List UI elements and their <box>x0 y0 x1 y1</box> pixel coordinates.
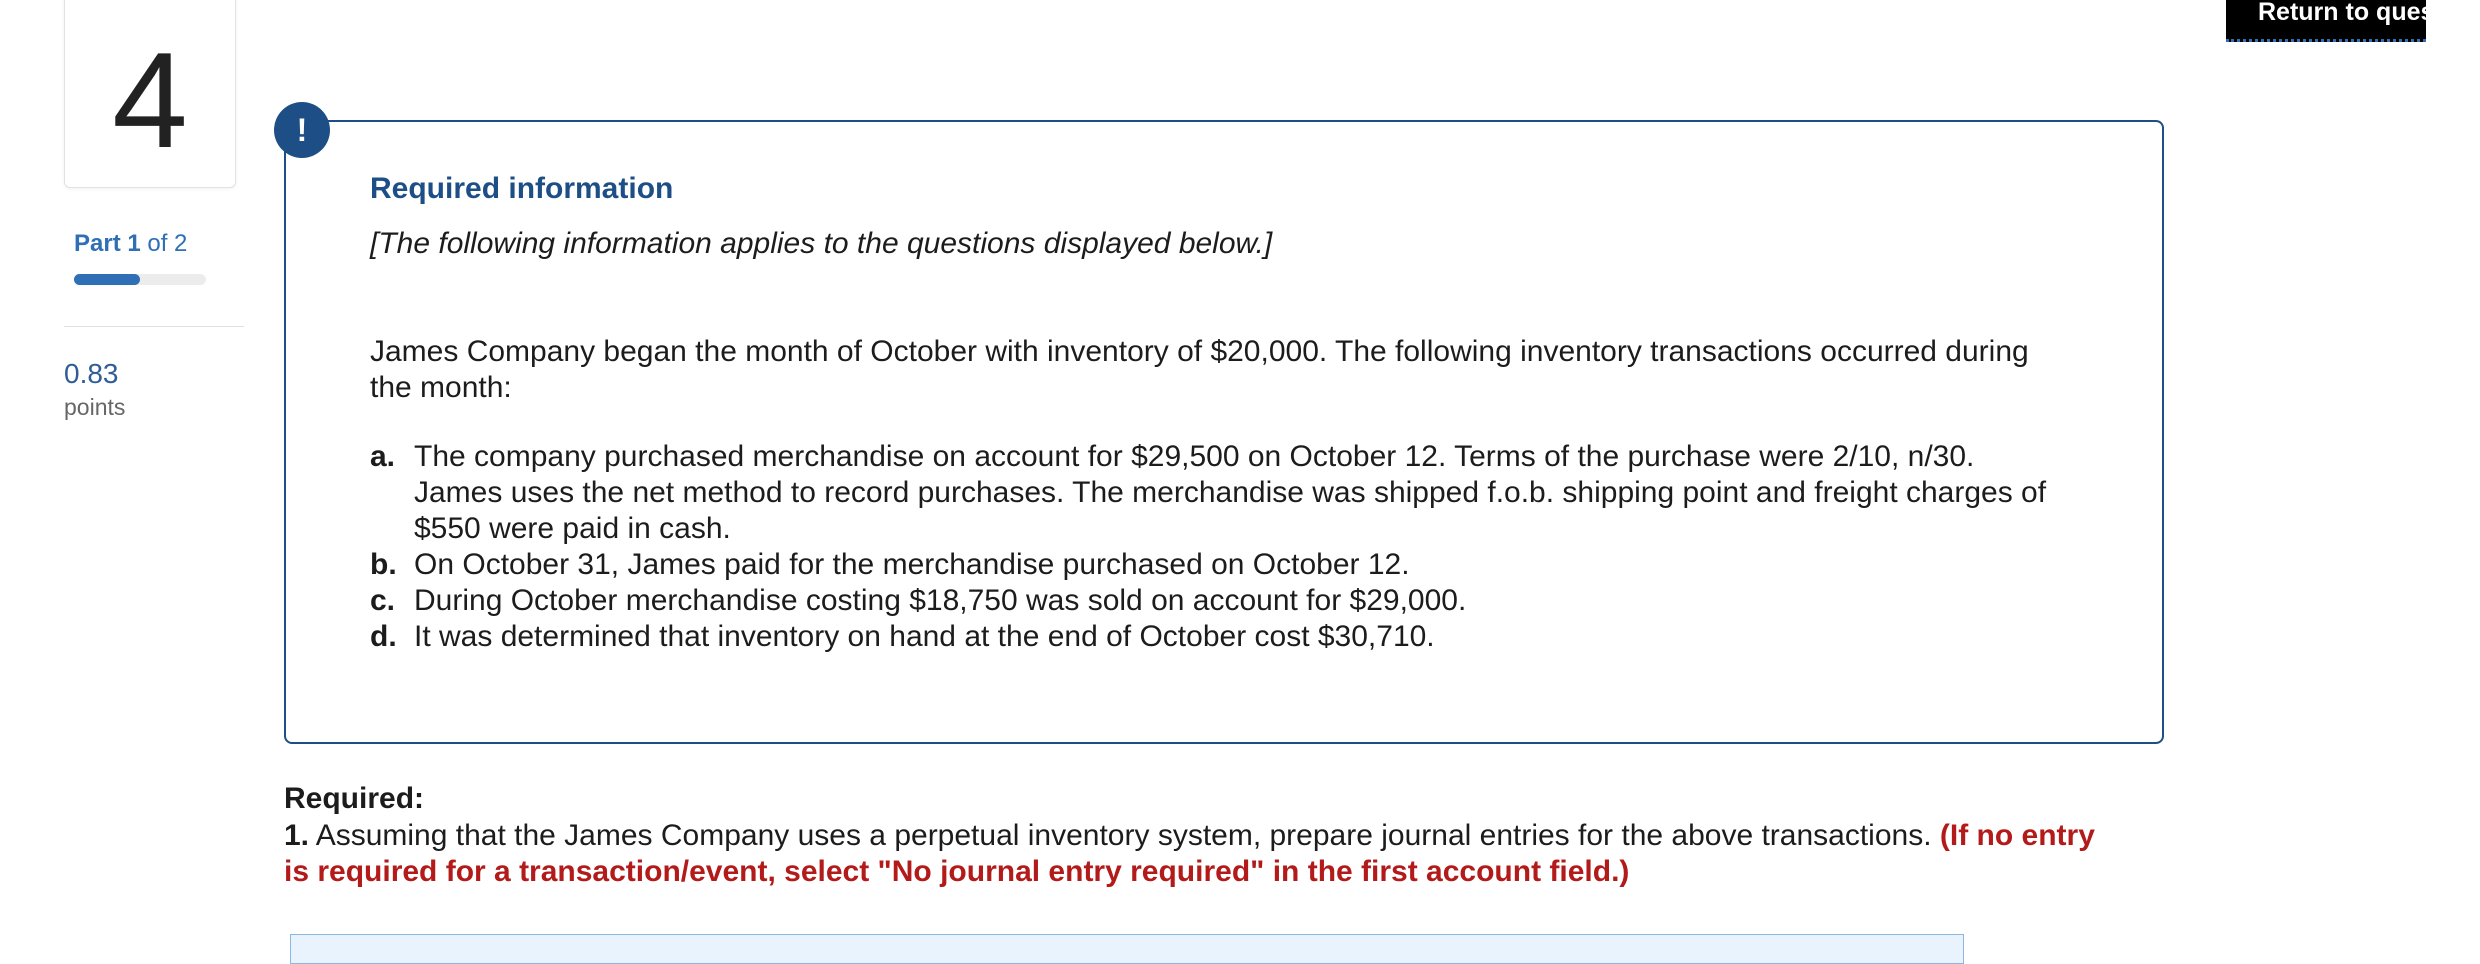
part-total: of 2 <box>140 230 188 257</box>
alert-icon: ! <box>274 102 330 158</box>
part-progress-bar <box>74 274 206 285</box>
list-item <box>370 619 2070 655</box>
list-item-text: It was determined that inventory on hand at the end of October cost $30,710. <box>414 620 1435 653</box>
list-item-text: The company purchased merchandise on account for $29,500 on October 12. Terms of the purchase were 2/10, n/30. James uses the net method to record purchases. The merchandise was shipped f.o.b. shipping point and freight charges of $550 were paid in cash. <box>414 440 2047 545</box>
problem-intro: James Company began the month of October with inventory of $20,000. The following inventory transactions occurred during the month: <box>370 335 2029 404</box>
list-item-letter: d. <box>370 620 397 653</box>
list-item-text: During October merchandise costing $18,750 was sold on account for $29,000. <box>414 584 1467 617</box>
transaction-list <box>370 439 2070 655</box>
list-item <box>370 547 2070 583</box>
journal-entry-panel <box>290 934 1964 964</box>
points-value: 0.83 <box>64 358 119 389</box>
part-indicator <box>74 230 187 258</box>
list-item-letter: b. <box>370 548 397 581</box>
required-information-title: Required information <box>370 172 674 205</box>
return-to-question-button[interactable]: Return to question <box>2226 0 2426 42</box>
required-heading: Required: <box>284 782 425 815</box>
required-information-subtitle: [The following information applies to the questions displayed below.] <box>370 227 1273 260</box>
list-item-text: On October 31, James paid for the merchandise purchased on October 12. <box>414 548 1410 581</box>
list-item <box>370 583 2070 619</box>
points-label: points <box>64 394 126 420</box>
part-current: Part 1 <box>74 230 141 257</box>
required-instruction <box>284 818 2124 890</box>
list-item-letter: a. <box>370 440 396 473</box>
list-item-letter: c. <box>370 584 396 617</box>
required-text: Assuming that the James Company uses a perpetual inventory system, prepare journal entries for the above transactions. <box>309 819 1940 852</box>
question-number: 4 <box>112 24 188 176</box>
question-number-card <box>64 0 236 188</box>
required-number: 1. <box>284 819 310 852</box>
sidebar-divider <box>64 326 244 327</box>
list-item <box>370 439 2070 547</box>
required-note: (If no entry is required for a transaction/event, select "No journal entry required" in the first account field.) <box>284 819 2095 888</box>
part-progress-fill <box>74 274 140 285</box>
